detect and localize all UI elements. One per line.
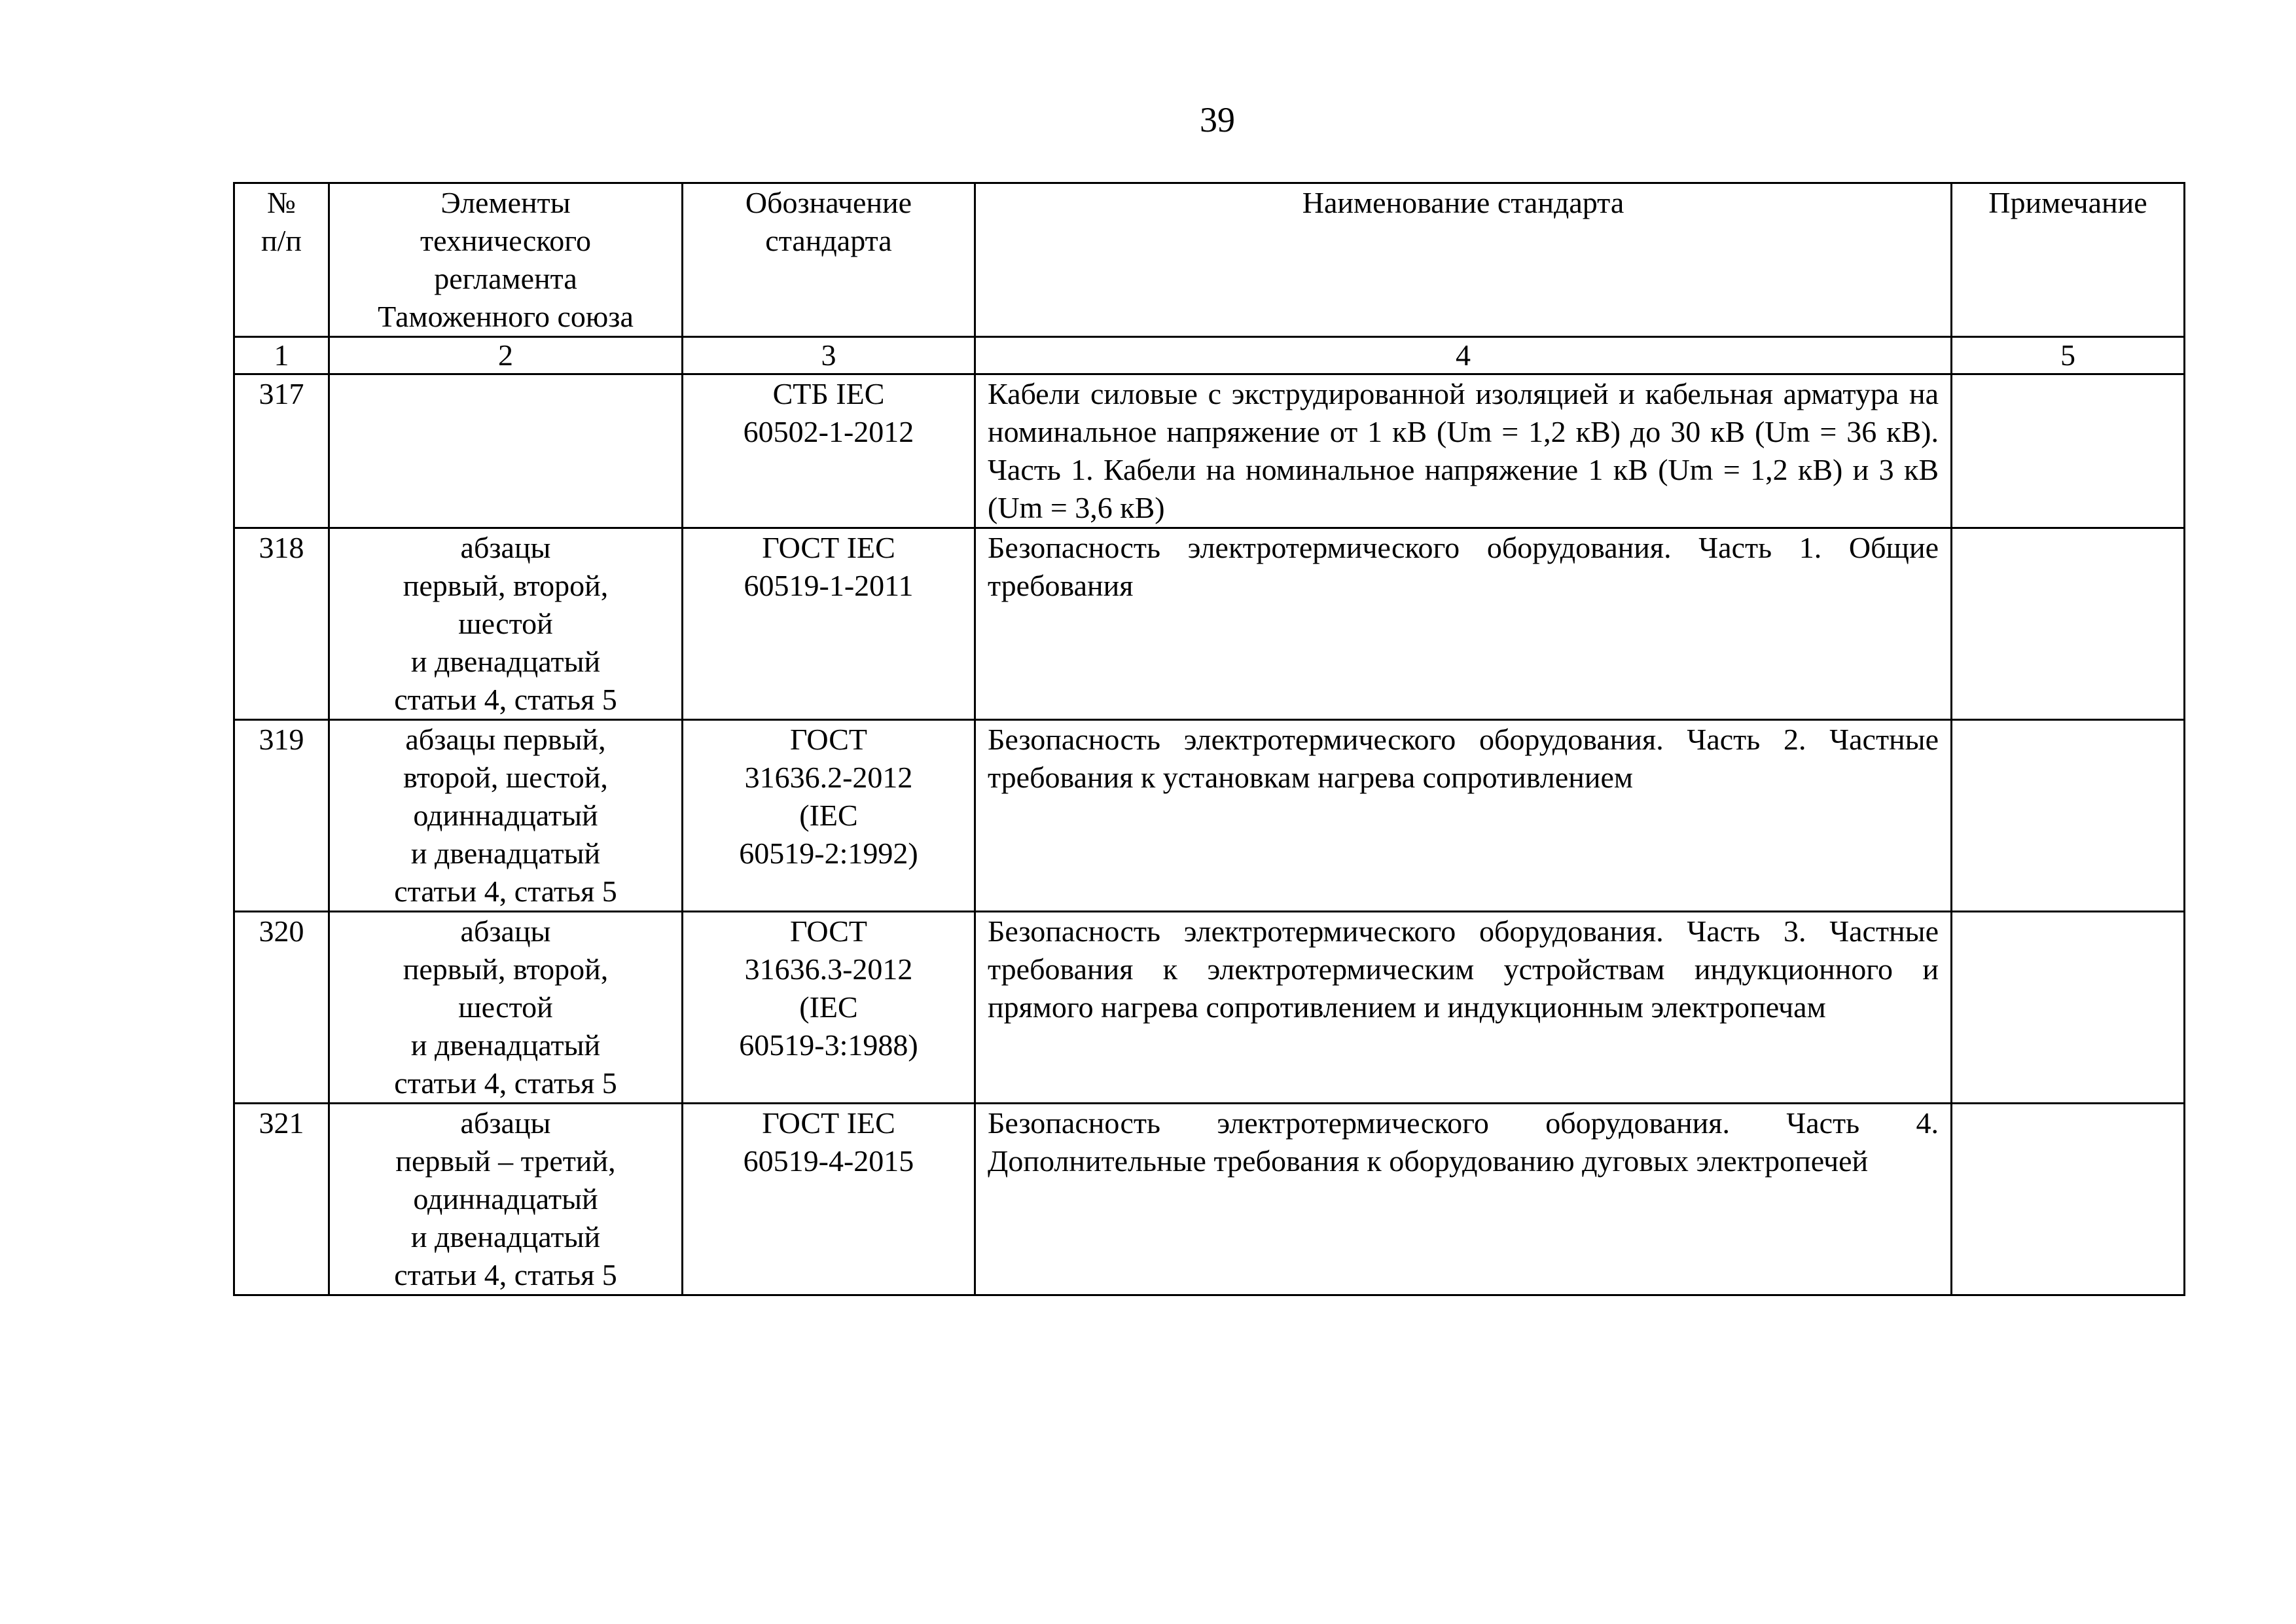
table-row xyxy=(234,720,2185,912)
row-standard-code: ГОСТ IEC 60519-4-2015 xyxy=(683,1104,975,1295)
header-num: № п/п xyxy=(234,183,329,337)
column-number: 3 xyxy=(683,337,975,374)
row-note xyxy=(1952,528,2185,720)
row-standard-name: Безопасность электротермического оборудования. Часть 4. Дополнительные требования к оборудованию дуговых электропечей xyxy=(975,1104,1952,1295)
row-standard-name: Безопасность электротермического оборудования. Часть 3. Частные требования к электротермическим устройствам индукционного и прямого нагрева сопротивлением и индукционным электропечам xyxy=(975,912,1952,1104)
standards-table xyxy=(233,182,2185,1296)
header-note: Примечание xyxy=(1952,183,2185,337)
header-name: Наименование стандарта xyxy=(975,183,1952,337)
row-number: 321 xyxy=(234,1104,329,1295)
row-elements xyxy=(329,374,683,528)
row-note xyxy=(1952,374,2185,528)
page-number: 39 xyxy=(1200,100,1235,139)
row-elements: абзацы первый, второй, шестой и двенадцатый статьи 4, статья 5 xyxy=(329,912,683,1104)
column-number: 1 xyxy=(234,337,329,374)
table-row xyxy=(234,528,2185,720)
row-elements: абзацы первый, второй, шестой и двенадцатый статьи 4, статья 5 xyxy=(329,528,683,720)
header-elements: Элементы технического регламента Таможенного союза xyxy=(329,183,683,337)
column-number: 5 xyxy=(1952,337,2185,374)
header-code: Обозначение стандарта xyxy=(683,183,975,337)
row-elements: абзацы первый, второй, шестой, одиннадцатый и двенадцатый статьи 4, статья 5 xyxy=(329,720,683,912)
row-standard-name: Кабели силовые с экструдированной изоляцией и кабельная арматура на номинальное напряжение от 1 кВ (Um = 1,2 кВ) до 30 кВ (Um = 36 кВ). Часть 1. Кабели на номинальное напряжение 1 кВ (Um = 1,2 кВ) и 3 кВ (Um = 3,6 кВ) xyxy=(975,374,1952,528)
row-note xyxy=(1952,720,2185,912)
column-number-row xyxy=(234,337,2185,374)
row-number: 319 xyxy=(234,720,329,912)
table-row xyxy=(234,912,2185,1104)
row-note xyxy=(1952,912,2185,1104)
row-standard-name: Безопасность электротермического оборудования. Часть 2. Частные требования к установкам нагрева сопротивлением xyxy=(975,720,1952,912)
row-standard-name: Безопасность электротермического оборудования. Часть 1. Общие требования xyxy=(975,528,1952,720)
row-standard-code: ГОСТ 31636.2-2012 (IEC 60519-2:1992) xyxy=(683,720,975,912)
table-row xyxy=(234,374,2185,528)
row-number: 320 xyxy=(234,912,329,1104)
column-number: 2 xyxy=(329,337,683,374)
row-standard-code: СТБ IEC 60502-1-2012 xyxy=(683,374,975,528)
row-standard-code: ГОСТ 31636.3-2012 (IEC 60519-3:1988) xyxy=(683,912,975,1104)
column-number: 4 xyxy=(975,337,1952,374)
row-number: 318 xyxy=(234,528,329,720)
row-note xyxy=(1952,1104,2185,1295)
table-header-row xyxy=(234,183,2185,337)
table-row xyxy=(234,1104,2185,1295)
row-elements: абзацы первый – третий, одиннадцатый и двенадцатый статьи 4, статья 5 xyxy=(329,1104,683,1295)
row-number: 317 xyxy=(234,374,329,528)
row-standard-code: ГОСТ IEC 60519-1-2011 xyxy=(683,528,975,720)
